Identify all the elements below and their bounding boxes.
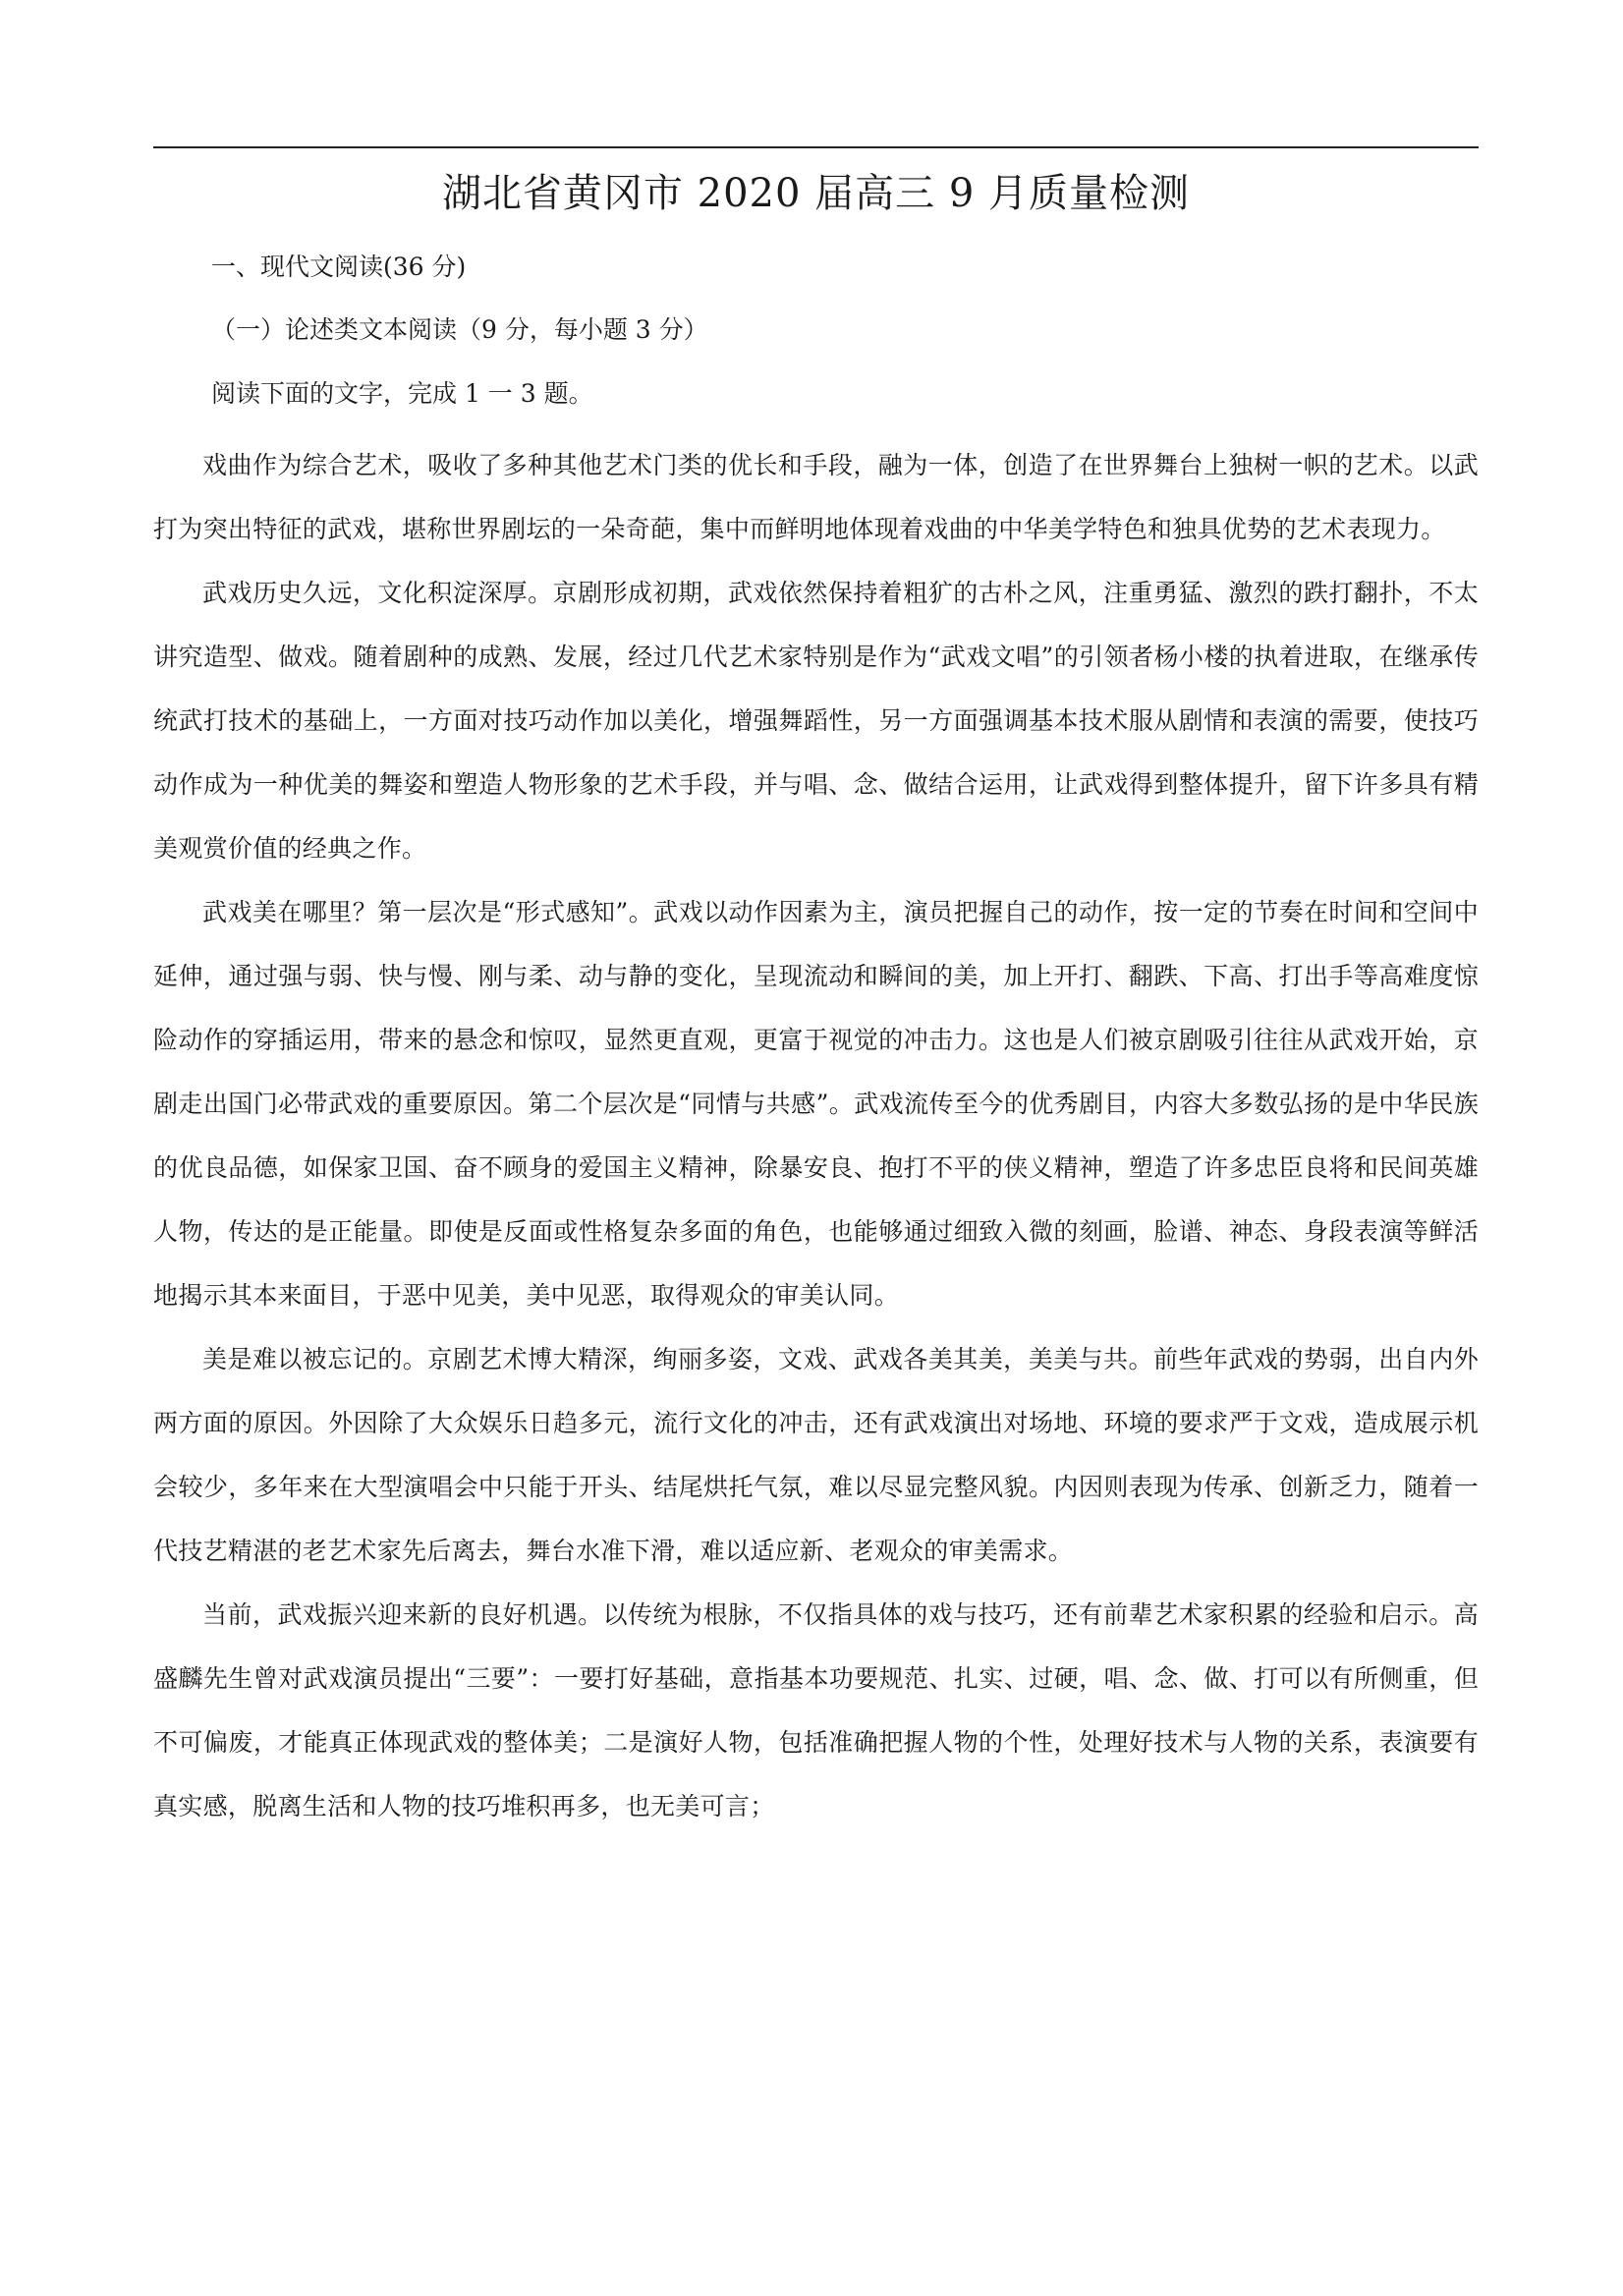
paragraph-3: 武戏美在哪里？第一层次是“形式感知”。武戏以动作因素为主，演员把握自己的动作，按一定的节奏在时间和空间中延伸，通过强与弱、快与慢、刚与柔、动与静的变化，呈现流动和瞬间的美，加上开打、翻跌、下高、打出手等高难度惊险动作的穿插运用，带来的悬念和惊叹，显然更直观，更富于视觉的冲击力。这也是人们被京剧吸引往往从武戏开始，京剧走出国门必带武戏的重要原因。第二个层次是“同情与共感”。武戏流传至今的优秀剧目，内容大多数弘扬的是中华民族的优良品德，如保家卫国、奋不顾身的爱国主义精神，除暴安良、抱打不平的侠义精神，塑造了许多忠臣良将和民间英雄人物，传达的是正能量。即使是反面或性格复杂多面的角色，也能够通过细致入微的刻画，脸谱、神态、身段表演等鲜活地揭示其本来面目，于恶中见美，美中见恶，取得观众的审美认同。 — [153, 898, 1479, 1310]
subsection-heading: （一）论述类文本阅读（9 分，每小题 3 分） — [211, 315, 708, 344]
header-rule — [153, 146, 1479, 148]
reading-instruction: 阅读下面的文字，完成 1 一 3 题。 — [211, 379, 593, 408]
document-title: 湖北省黄冈市 2020 届高三 9 月质量检测 — [441, 171, 1191, 216]
paragraph-5: 当前，武戏振兴迎来新的良好机遇。以传统为根脉，不仅指具体的戏与技巧，还有前辈艺术家积累的经验和启示。高盛麟先生曾对武戏演员提出“三要”：一要打好基础，意指基本功要规范、扎实、过硬，唱、念、做、打可以有所侧重，但不可偏废，才能真正体现武戏的整体美；二是演好人物，包括准确把握人物的个性，处理好技术与人物的关系，表演要有真实感，脱离生活和人物的技巧堆积再多，也无美可言； — [153, 1600, 1479, 1820]
article-body — [153, 433, 1479, 1838]
paragraph-2: 武戏历史久远，文化积淀深厚。京剧形成初期，武戏依然保持着粗犷的古朴之风，注重勇猛、激烈的跌打翻扑，不太讲究造型、做戏。随着剧种的成熟、发展，经过几代艺术家特别是作为“武戏文唱”的引领者杨小楼的执着进取，在继承传统武打技术的基础上，一方面对技巧动作加以美化，增强舞蹈性，另一方面强调基本技术服从剧情和表演的需要，使技巧动作成为一种优美的舞姿和塑造人物形象的艺术手段，并与唱、念、做结合运用，让武戏得到整体提升，留下许多具有精美观赏价值的经典之作。 — [153, 579, 1479, 863]
section-heading: 一、现代文阅读(36 分) — [211, 252, 467, 281]
paragraph-1: 戏曲作为综合艺术，吸收了多种其他艺术门类的优长和手段，融为一体，创造了在世界舞台上独树一帜的艺术。以武打为突出特征的武戏，堪称世界剧坛的一朵奇葩，集中而鲜明地体现着戏曲的中华美学特色和独具优势的艺术表现力。 — [153, 451, 1479, 543]
paragraph-4: 美是难以被忘记的。京剧艺术博大精深，绚丽多姿，文戏、武戏各美其美，美美与共。前些年武戏的势弱，出自内外两方面的原因。外因除了大众娱乐日趋多元，流行文化的冲击，还有武戏演出对场地、环境的要求严于文戏，造成展示机会较少，多年来在大型演唱会中只能于开头、结尾烘托气氛，难以尽显完整风貌。内因则表现为传承、创新乏力，随着一代技艺精湛的老艺术家先后离去，舞台水准下滑，难以适应新、老观众的审美需求。 — [153, 1345, 1479, 1565]
